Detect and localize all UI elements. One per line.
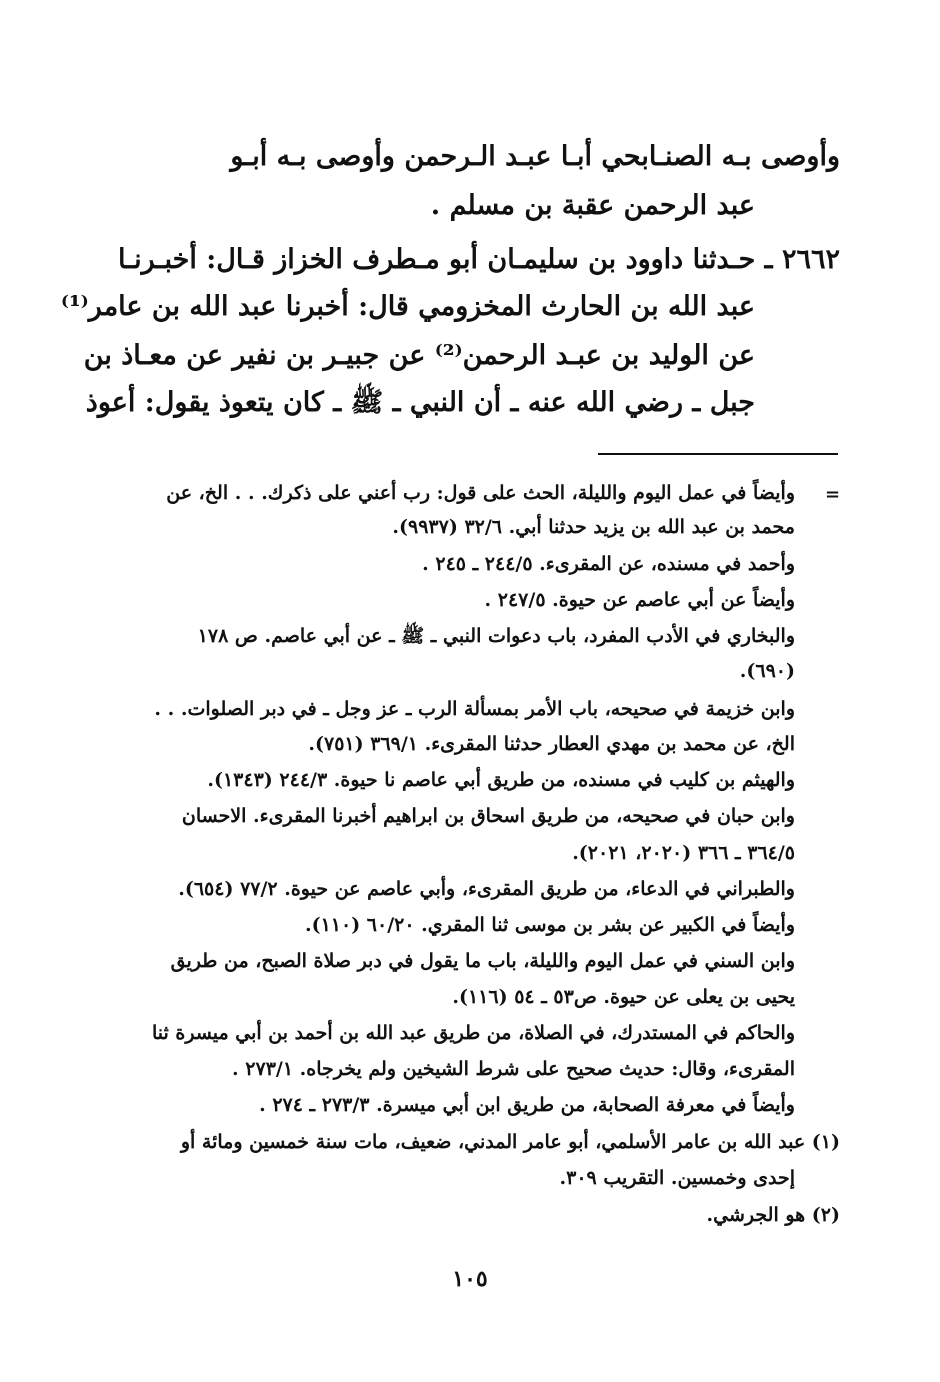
footnote-line: وأيضاً عن أبي عاصم عن حيوة. ٢٤٧/٥ . (484, 589, 795, 611)
hadith-2662-line-1: ٢٦٦٢ ـ حـدثنا داوود بن سليمـان أبو مـطرف الخزاز قـال: أخبـرنـا (118, 244, 840, 275)
footnote-divider (598, 453, 838, 455)
footnote-line: وأحمد في مسنده، عن المقرىء. ٢٤٤/٥ ـ ٢٤٥ . (422, 553, 795, 575)
footnote-line: والحاكم في المستدرك، في الصلاة، من طريق عبد الله بن أحمد بن أبي ميسرة ثنا (151, 1022, 795, 1044)
footnote-line: وأيضاً في الكبير عن بشر بن موسى ثنا المقري. ٦٠/٢٠ (١١٠). (304, 914, 795, 936)
footnote-line: والهيثم بن كليب في مسنده، من طريق أبي عاصم نا حيوة. ٢٤٤/٣ (١٣٤٣). (207, 769, 795, 791)
footnote-line: الخ، عن محمد بن مهدي العطار حدثنا المقرىء. ٣٦٩/١ (٧٥١). (308, 733, 795, 755)
footnote-2: (٢) هو الجرشي. (706, 1204, 840, 1226)
hadith-2662-line-3: عن الوليد بن عبـد الرحمن⁽²⁾ عن جبيـر بن نفير عن معـاذ بن (83, 340, 755, 371)
hadith-2662-line-4: جبل ـ رضي الله عنه ـ أن النبي ـ ﷺ ـ كان يتعوذ يقول: أعوذ (85, 387, 755, 418)
footnote-line: (٦٩٠). (739, 660, 795, 682)
footnote-line: وابن السني في عمل اليوم والليلة، باب ما يقول في دبر صلاة الصبح، من طريق (170, 950, 795, 972)
footnote-line: وأيضاً في عمل اليوم والليلة، الحث على قول: رب أعني على ذكرك. . . الخ، عن (166, 482, 795, 504)
main-text-line-1: وأوصى بـه الصنـابحي أبـا عبـد الـرحمن وأوصى بـه أبـو (230, 141, 840, 172)
footnote-line: وابن حبان في صحيحه، من طريق اسحاق بن ابراهيم أخبرنا المقرىء. الاحسان (181, 805, 795, 827)
page-number: ١٠٥ (452, 1266, 488, 1292)
footnote-line: يحيى بن يعلى عن حيوة. ص٥٣ ـ ٥٤ (١١٦). (452, 986, 795, 1008)
footnote-line: وابن خزيمة في صحيحه، باب الأمر بمسألة الرب ـ عز وجل ـ في دبر الصلوات. . . (154, 698, 795, 720)
footnote-continuation-mark: = (825, 484, 841, 505)
footnote-line: والبخاري في الأدب المفرد، باب دعوات النبي ـ ﷺ ـ عن أبي عاصم. ص ١٧٨ (197, 625, 795, 647)
hadith-2662-line-2: عبد الله بن الحارث المخزومي قال: أخبرنا عبد الله بن عامر⁽¹⁾ (60, 291, 755, 322)
footnote-1-line-1: (١) عبد الله بن عامر الأسلمي، أبو عامر المدني، ضعيف، مات سنة خمسين ومائة أو (180, 1131, 840, 1153)
footnote-line: ٣٦٤/٥ ـ ٣٦٦ (٢٠٢٠، ٢٠٢١). (572, 842, 795, 864)
footnote-line: والطبراني في الدعاء، من طريق المقرىء، وأبي عاصم عن حيوة. ٧٧/٢ (٦٥٤). (178, 878, 795, 900)
footnote-1-line-2: إحدى وخمسين. التقريب ٣٠٩. (559, 1167, 795, 1189)
footnote-line: محمد بن عبد الله بن يزيد حدثنا أبي. ٣٢/٦ (٩٩٣٧). (392, 516, 795, 538)
main-text-line-2: عبد الرحمن عقبة بن مسلم . (430, 190, 755, 221)
footnote-line: وأيضاً في معرفة الصحابة، من طريق ابن أبي ميسرة. ٢٧٣/٣ ـ ٢٧٤ . (259, 1094, 795, 1116)
footnote-line: المقرىء، وقال: حديث صحيح على شرط الشيخين ولم يخرجاه. ٢٧٣/١ . (232, 1058, 795, 1080)
